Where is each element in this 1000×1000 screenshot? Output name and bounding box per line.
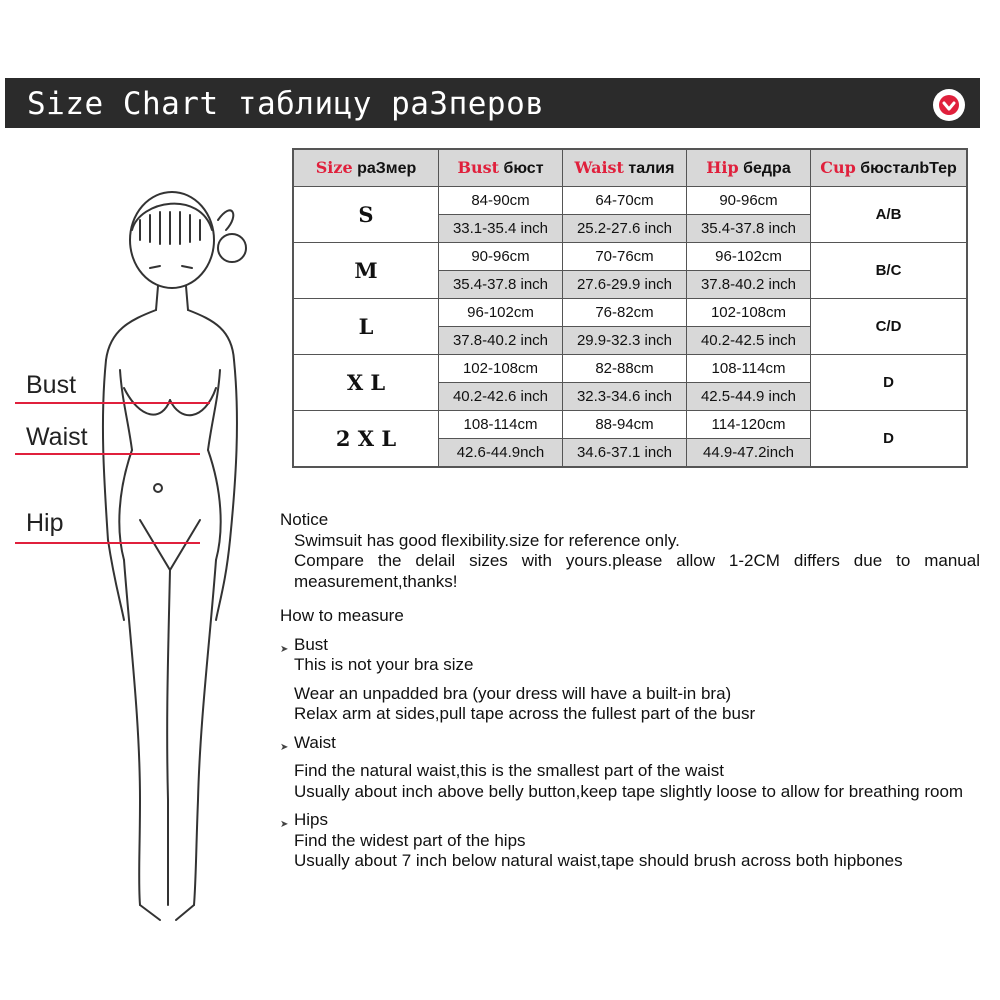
bust-inch-cell: 35.4-37.8 inch: [439, 271, 563, 299]
notice-line: Compare the delail sizes with yours.please allow 1-2CM differs due to manual measurement,thanks!: [294, 551, 980, 591]
size-chart-table: [292, 148, 968, 468]
arrow-right-icon: ➤: [280, 741, 289, 753]
arrow-right-icon: ➤: [280, 819, 289, 830]
hip-cm-cell: 114-120cm: [687, 411, 811, 439]
table-header-row: [293, 149, 967, 187]
cup-cell: D: [811, 355, 968, 411]
bust-inch-cell: 42.6-44.9nch: [439, 439, 563, 468]
hip-cm-cell: 96-102cm: [687, 243, 811, 271]
header-waist: Waist талия: [563, 149, 687, 187]
waist-cm-cell: 70-76cm: [563, 243, 687, 271]
waist-section: [280, 733, 980, 754]
hip-inch-cell: 42.5-44.9 inch: [687, 383, 811, 411]
notes-section: [280, 510, 980, 872]
bust-inch-cell: 33.1-35.4 inch: [439, 215, 563, 243]
instruction-line: Usually about inch above belly button,keep tape slightly loose to allow for breathing room: [294, 781, 964, 801]
table-row: [293, 187, 967, 215]
bust-section: [280, 635, 980, 656]
table-row: [293, 299, 967, 327]
bust-cm-cell: 96-102cm: [439, 299, 563, 327]
header-cup: Cup бюсталbТер: [811, 149, 968, 187]
instruction-line: Relax arm at sides,pull tape across the fullest part of the busr: [294, 704, 756, 723]
hip-cm-cell: 108-114cm: [687, 355, 811, 383]
waist-inch-cell: 34.6-37.1 inch: [563, 439, 687, 468]
chevron-down-button[interactable]: [933, 89, 965, 121]
size-cell: M: [293, 243, 439, 299]
hip-inch-cell: 37.8-40.2 inch: [687, 271, 811, 299]
instruction-line: Wear an unpadded bra (your dress will have a built-in bra): [294, 683, 732, 703]
hip-inch-cell: 40.2-42.5 inch: [687, 327, 811, 355]
waist-cm-cell: 82-88cm: [563, 355, 687, 383]
waist-cm-cell: 76-82cm: [563, 299, 687, 327]
instruction-line: Find the natural waist,this is the smallest part of the waist: [294, 761, 724, 780]
instruction-line: Find the widest part of the hips: [294, 830, 526, 850]
hips-title: Hips: [294, 810, 329, 829]
header-bar: [5, 78, 980, 128]
instruction-line: Usually about 7 inch below natural waist,tape should brush across both hipbones: [294, 851, 903, 870]
hip-inch-cell: 44.9-47.2inch: [687, 439, 811, 468]
chevron-down-icon: [939, 95, 959, 115]
waist-inch-cell: 25.2-27.6 inch: [563, 215, 687, 243]
waist-cm-cell: 64-70cm: [563, 187, 687, 215]
hip-cm-cell: 90-96cm: [687, 187, 811, 215]
how-to-measure-title: How to measure: [280, 606, 404, 625]
waist-label: Waist: [26, 423, 88, 451]
cup-cell: B/C: [811, 243, 968, 299]
size-cell: X L: [293, 355, 439, 411]
hips-section: [280, 810, 980, 831]
header-bust: Bust бюст: [439, 149, 563, 187]
bust-cm-cell: 102-108cm: [439, 355, 563, 383]
cup-cell: D: [811, 411, 968, 468]
waist-title: Waist: [294, 732, 336, 752]
table-row: [293, 355, 967, 383]
hip-inch-cell: 35.4-37.8 inch: [687, 215, 811, 243]
waist-cm-cell: 88-94cm: [563, 411, 687, 439]
bust-title: Bust: [294, 634, 329, 654]
bust-inch-cell: 40.2-42.6 inch: [439, 383, 563, 411]
header-hip: Hip бедра: [687, 149, 811, 187]
notice-line: Swimsuit has good flexibility.size for reference only.: [294, 530, 680, 550]
page-title: Size Chart таблицу pa3перов: [27, 86, 545, 122]
size-cell: L: [293, 299, 439, 355]
size-cell: S: [293, 187, 439, 243]
bust-label: Bust: [26, 371, 77, 399]
instruction-line: This is not your bra size: [294, 655, 474, 674]
cup-cell: A/B: [811, 187, 968, 243]
bust-cm-cell: 84-90cm: [439, 187, 563, 215]
waist-inch-cell: 29.9-32.3 inch: [563, 327, 687, 355]
woman-figure-icon: [0, 160, 270, 960]
waist-inch-cell: 27.6-29.9 inch: [563, 271, 687, 299]
waist-inch-cell: 32.3-34.6 inch: [563, 383, 687, 411]
size-cell: 2 X L: [293, 411, 439, 468]
cup-cell: C/D: [811, 299, 968, 355]
notice-title: Notice: [280, 510, 329, 529]
bust-cm-cell: 90-96cm: [439, 243, 563, 271]
bust-cm-cell: 108-114cm: [439, 411, 563, 439]
header-size: Size paЗмер: [293, 149, 439, 187]
table-row: [293, 243, 967, 271]
arrow-right-icon: ➤: [280, 643, 289, 655]
body-figure-illustration: [0, 160, 270, 960]
hip-label: Hip: [26, 509, 64, 537]
table-row: [293, 411, 967, 439]
bust-inch-cell: 37.8-40.2 inch: [439, 327, 563, 355]
hip-cm-cell: 102-108cm: [687, 299, 811, 327]
